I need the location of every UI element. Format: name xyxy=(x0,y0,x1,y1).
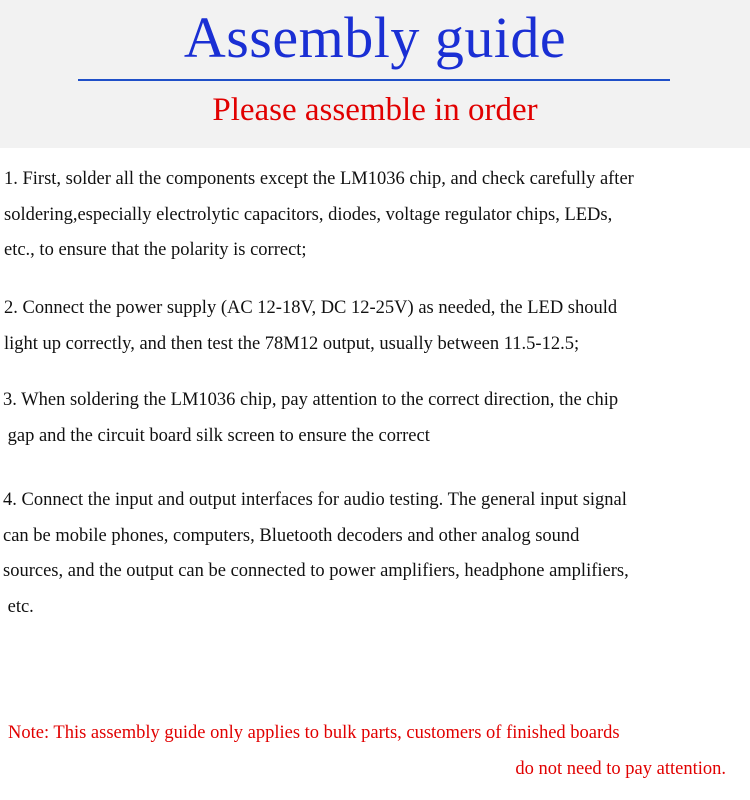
note-line-2: do not need to pay attention. xyxy=(515,759,726,779)
step-3 xyxy=(3,383,618,454)
step-2 xyxy=(4,291,617,362)
step-line: etc., to ensure that the polarity is correct; xyxy=(4,240,307,260)
step-line: soldering,especially electrolytic capacitors, diodes, voltage regulator chips, LEDs, xyxy=(4,204,613,225)
step-line: 2. Connect the power supply (AC 12-18V, DC 12-25V) as needed, the LED should xyxy=(4,298,618,318)
step-4 xyxy=(3,483,629,625)
step-1 xyxy=(4,162,634,269)
step-line: 1. First, solder all the components except the LM1036 chip, and check carefully after xyxy=(4,169,634,189)
step-line: sources, and the output can be connected to power amplifiers, headphone amplifiers, xyxy=(3,561,629,581)
step-line: etc. xyxy=(3,596,34,617)
header-banner xyxy=(0,0,750,148)
page-subtitle: Please assemble in order xyxy=(212,92,538,128)
step-line: can be mobile phones, computers, Bluetooth decoders and other analog sound xyxy=(3,525,580,546)
step-line: 3. When soldering the LM1036 chip, pay attention to the correct direction, the chip xyxy=(3,390,619,410)
note-line-1: Note: This assembly guide only applies to bulk parts, customers of finished boards xyxy=(8,723,620,743)
step-line: light up correctly, and then test the 78M12 output, usually between 11.5-12.5; xyxy=(4,333,580,354)
page-title: Assembly guide xyxy=(183,5,567,70)
step-line: 4. Connect the input and output interfaces for audio testing. The general input signal xyxy=(3,490,627,510)
step-line: gap and the circuit board silk screen to ensure the correct xyxy=(3,425,430,446)
title-underline xyxy=(78,79,670,81)
